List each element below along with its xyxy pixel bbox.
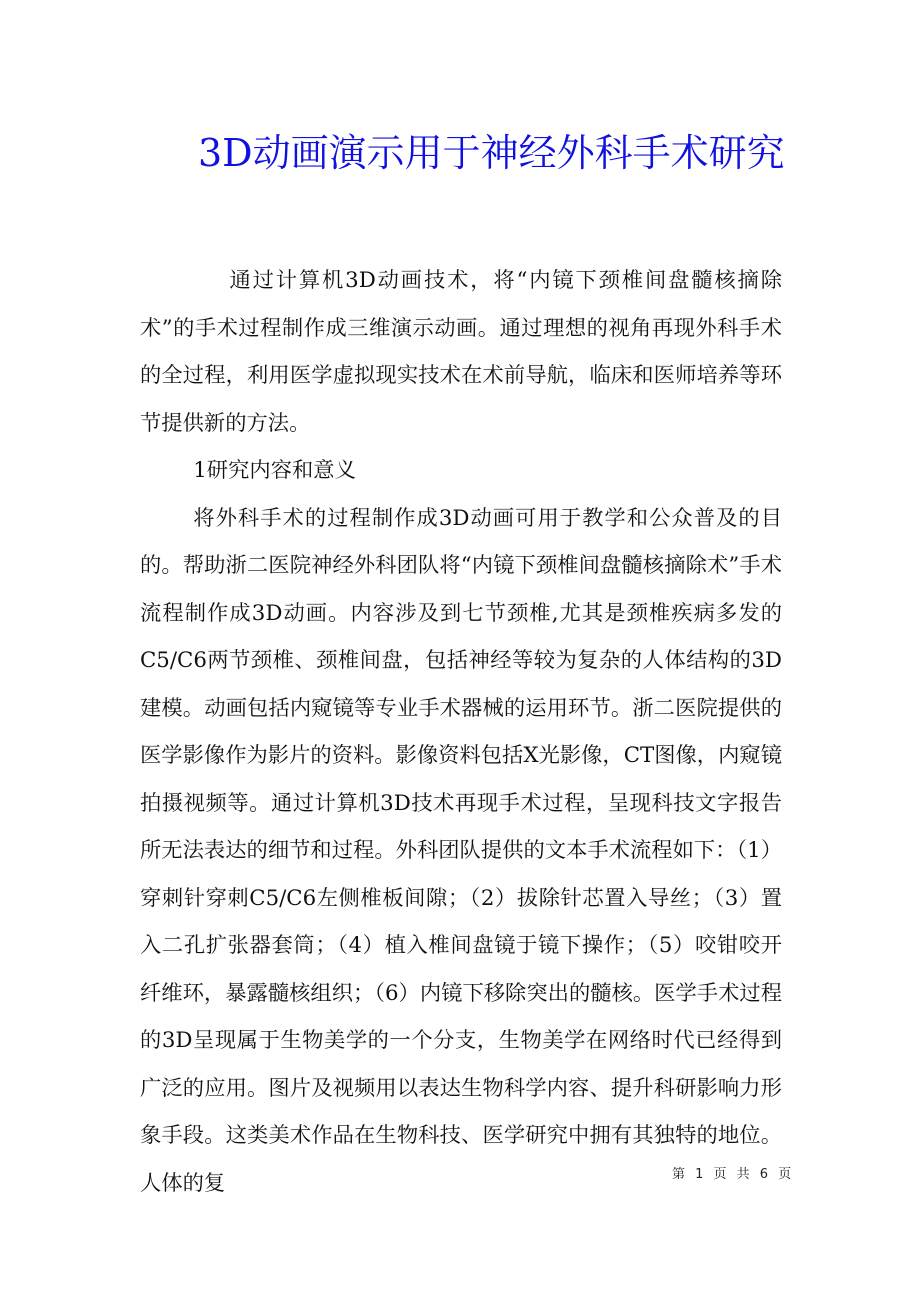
page-number-footer: 第 1 页 共 6 页 (672, 1167, 795, 1182)
intro-paragraph: 通过计算机3D动画技术，将“内镜下颈椎间盘髓核摘除术”的手术过程制作成三维演示动画。通过理想的视角再现外科手术的全过程，利用医学虚拟现实技术在术前导航，临床和医师培养等环节提供新的方法。 (140, 268, 782, 436)
section-heading: 1研究内容和意义 (193, 458, 356, 483)
document-title: 3D动画演示用于神经外科手术研究 (198, 131, 785, 175)
document-body (140, 257, 782, 1207)
section-paragraph: 将外科手术的过程制作成3D动画可用于教学和公众普及的目的。帮助浙二医院神经外科团队将“内镜下颈椎间盘髓核摘除术”手术流程制作成3D动画。内容涉及到七节颈椎,尤其是颈椎疾病多发的C5/C6两节颈椎、颈椎间盘，包括神经等较为复杂的人体结构的3D建模。动画包括内窥镜等专业手术器械的运用环节。浙二医院提供的医学影像作为影片的资料。影像资料包括X光影像，CT图像，内窥镜拍摄视频等。通过计算机3D技术再现手术过程，呈现科技文字报告所无法表达的细节和过程。外科团队提供的文本手术流程如下：（1）穿刺针穿刺C5/C6左侧椎板间隙；（2）拔除针芯置入导丝；（3）置入二孔扩张器套筒；（4）植入椎间盘镜于镜下操作；（5）咬钳咬开纤维环，暴露髓核组织；（6）内镜下移除突出的髓核。医学手术过程的3D呈现属于生物美学的一个分支，生物美学在网络时代已经得到广泛的应用。图片及视频用以表达生物科学内容、提升科研影响力形象手段。这类美术作品在生物科技、医学研究中拥有其独特的地位。人体的复 (140, 505, 782, 1196)
